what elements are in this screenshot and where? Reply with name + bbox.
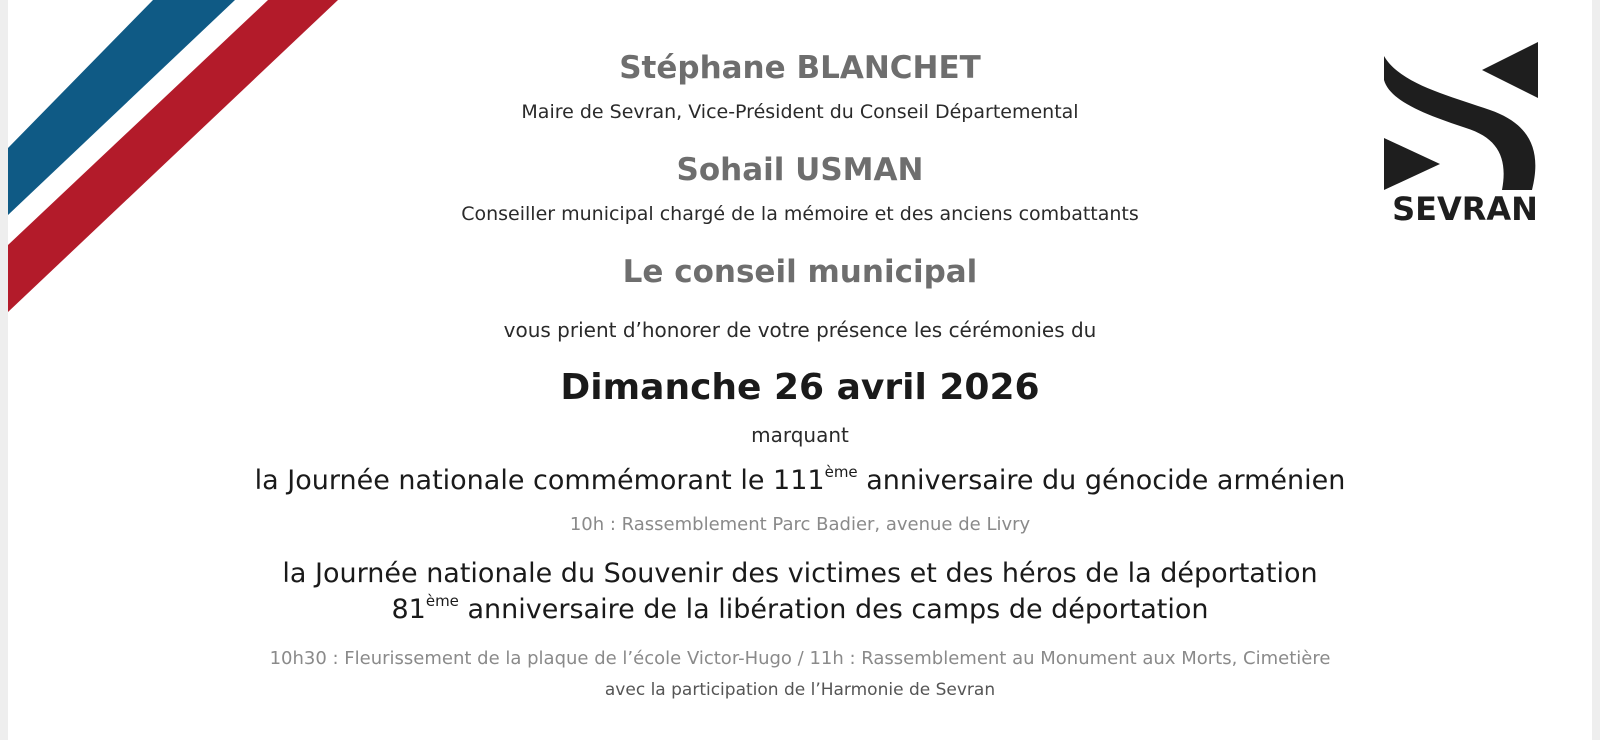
logo-text: SEVRAN xyxy=(1392,190,1538,228)
event-date: Dimanche 26 avril 2026 xyxy=(560,367,1040,408)
councillor-role: Conseiller municipal chargé de la mémoire et des anciens combattants xyxy=(461,203,1139,225)
council-title: Le conseil municipal xyxy=(622,254,978,290)
event2-detail-harmonie: avec la participation de l’Harmonie de Sevran xyxy=(604,680,996,700)
event1-detail: 10h : Rassemblement Parc Badier, avenue de Livry xyxy=(569,514,1031,535)
mayor-name: Stéphane BLANCHET xyxy=(619,50,981,86)
marquant-text: marquant xyxy=(751,423,849,447)
invitation-text: vous prient d’honorer de votre présence les cérémonies du xyxy=(503,318,1097,342)
mayor-role: Maire de Sevran, Vice-Président du Conseil Départemental xyxy=(521,101,1079,123)
event1-title: la Journée nationale commémorant le 111ème anniversaire du génocide arménien xyxy=(254,463,1346,496)
event2-title-line1: la Journée nationale du Souvenir des victimes et des héros de la déportation xyxy=(282,558,1318,589)
councillor-name: Sohail USMAN xyxy=(676,152,924,188)
event2-title-line2: 81ème anniversaire de la libération des camps de déportation xyxy=(391,592,1209,625)
event2-detail: 10h30 : Fleurissement de la plaque de l’école Victor-Hugo / 11h : Rassemblement au Monument aux Morts, Cimetière xyxy=(269,648,1331,669)
